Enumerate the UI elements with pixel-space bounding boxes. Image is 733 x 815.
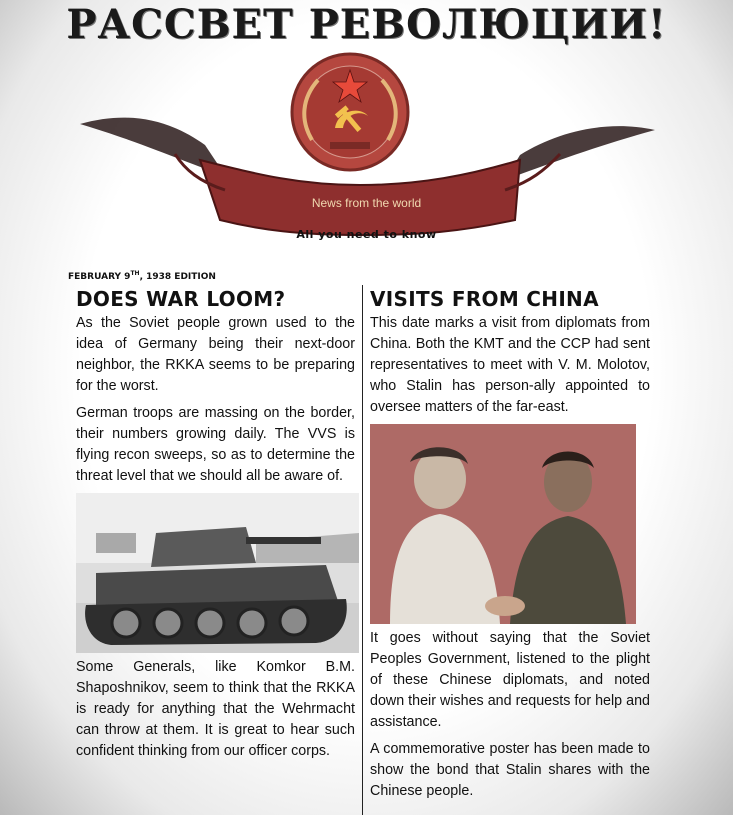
banner-emblem	[0, 50, 733, 250]
left-article	[76, 285, 355, 768]
article-paragraph: It goes without saying that the Soviet Peoples Government, listened to the plight of these Chinese diplomats, and noted down their wishes and requests for help and assistance.	[370, 630, 650, 730]
headline-china: VISITS FROM CHINA	[370, 287, 599, 311]
tank-photo	[76, 493, 359, 653]
article-paragraph: This date marks a visit from diplomats from China. Both the KMT and the CCP had sent representatives to meet with V. M. Molotov, who Stalin has person-ally appointed to oversee matters of the far-east.	[370, 315, 650, 415]
headline-war: DOES WAR LOOM?	[76, 287, 286, 311]
article-paragraph: Some Generals, like Komkor B.M. Shaposhnikov, seem to think that the RKKA is ready for anything that the Wehrmacht can throw at them. It is great to hear such confident thinking from our officer corps.	[76, 659, 355, 759]
article-paragraph: German troops are massing on the border, their numbers growing daily. The VVS is flying recon sweeps, so as to determine the threat level that we should all be aware of.	[76, 405, 355, 484]
tagline: All you need to know	[296, 228, 437, 241]
masthead-title: РАССВЕТ РЕВОЛЮЦИИ!	[66, 1, 667, 48]
leaders-poster	[370, 424, 636, 624]
article-paragraph: As the Soviet people grown used to the idea of Germany being their next-door neighbor, the RKKA seems to be preparing for the worst.	[76, 315, 355, 394]
article-paragraph: A commemorative poster has been made to show the bond that Stalin shares with the Chinese people.	[370, 741, 650, 799]
column-divider	[362, 285, 363, 815]
right-article	[370, 285, 650, 808]
edition-label: FEBRUARY 9TH, 1938 EDITION	[68, 270, 216, 282]
ribbon-text: News from the world	[311, 196, 422, 210]
